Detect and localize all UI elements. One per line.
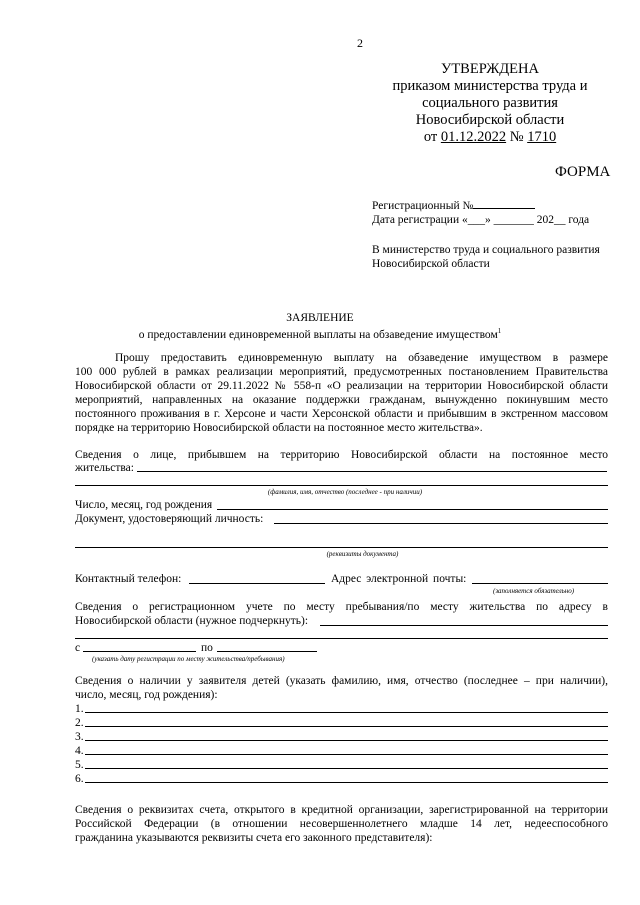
- birth-date-label: Число, месяц, год рождения: [75, 499, 213, 511]
- intro-paragraph: [75, 351, 608, 435]
- email-field[interactable]: [472, 583, 608, 584]
- child-field[interactable]: [85, 712, 608, 713]
- approval-line: социального развития: [422, 95, 558, 111]
- approval-line: приказом министерства труда и: [392, 78, 588, 94]
- addressee-line: В министерство труда и социального развития: [372, 244, 600, 256]
- order-number: 1710: [527, 129, 557, 145]
- fio-field[interactable]: [75, 485, 608, 486]
- person-heading-cont: жительства:: [75, 462, 134, 474]
- registration-to-label: по: [201, 642, 213, 654]
- intro-line: постоянного проживания в г. Херсоне и части Херсонской области и прибывшим в экстренном массовом: [75, 408, 608, 420]
- fio-hint: (фамилия, имя, отчество (последнее - при наличии): [267, 488, 423, 496]
- approval-line: Новосибирской области: [415, 112, 565, 128]
- approval-order: [360, 129, 620, 146]
- child-item: 1.: [75, 703, 84, 715]
- account-line: гражданина указываются реквизиты счета его законного представителя):: [75, 832, 433, 844]
- children-heading-cont: число, месяц, год рождения):: [75, 689, 218, 701]
- intro-line: мероприятий, направленных на оказание поддержки гражданам, вынужденно покинувшим место: [75, 394, 608, 406]
- birth-date-field[interactable]: [217, 509, 608, 510]
- registration-to-field[interactable]: [217, 651, 317, 652]
- identity-doc-label: Документ, удостоверяющий личность:: [75, 513, 264, 525]
- registration-address-field-2[interactable]: [75, 638, 608, 639]
- registration-from-field[interactable]: [83, 651, 196, 652]
- addressee-line: Новосибирской области: [372, 258, 490, 270]
- registration-info-heading-cont: Новосибирской области (нужное подчеркнуть):: [75, 615, 309, 627]
- child-item: 5.: [75, 759, 84, 771]
- identity-doc-field[interactable]: [274, 523, 608, 524]
- child-item: 6.: [75, 773, 84, 785]
- child-field[interactable]: [85, 740, 608, 741]
- order-no-sign: №: [506, 129, 528, 145]
- child-field[interactable]: [85, 726, 608, 727]
- registration-info-heading: Сведения о регистрационном учете по месту пребывания/по месту жительства по адресу в: [75, 601, 608, 613]
- child-item: 2.: [75, 717, 84, 729]
- child-field[interactable]: [85, 782, 608, 783]
- registration-date-hint: (указать дату регистрации по месту жительства/пребывания): [92, 655, 285, 663]
- registration-from-label: с: [75, 642, 81, 654]
- residence-field[interactable]: [137, 471, 607, 472]
- identity-doc-hint: (реквизиты документа): [326, 550, 399, 558]
- approval-title: УТВЕРЖДЕНА: [441, 61, 539, 77]
- email-label: Адрес электронной почты:: [331, 573, 467, 585]
- child-item: 3.: [75, 731, 84, 743]
- phone-field[interactable]: [189, 583, 325, 584]
- email-hint: (заполняется обязательно): [493, 587, 575, 595]
- identity-doc-field-2[interactable]: [75, 547, 608, 548]
- registration-address-field[interactable]: [320, 625, 608, 626]
- intro-line: Прошу предоставить единовременную выплату на обзаведение имуществом в размере: [115, 352, 608, 364]
- form-label: ФОРМА: [555, 164, 611, 180]
- footnote-mark: 1: [497, 327, 502, 335]
- children-heading: Сведения о наличии у заявителя детей (указать фамилию, имя, отчество (последнее – при наличии),: [75, 675, 608, 687]
- account-paragraph: [75, 803, 608, 845]
- order-date: 01.12.2022: [440, 129, 507, 145]
- person-heading: Сведения о лице, прибывшем на территорию Новосибирской области на постоянное место: [75, 449, 608, 461]
- page-number: 2: [357, 36, 363, 50]
- account-line: Сведения о реквизитах счета, открытого в кредитной организации, зарегистрированной на территории: [75, 804, 608, 816]
- document-subtitle: о предоставлении единовременной выплаты на обзаведение имуществом$^1$: [138, 327, 502, 341]
- intro-line: 100 000 рублей в рамках реализации мероприятий, предусмотренных постановлением Правительства: [75, 366, 608, 378]
- child-field[interactable]: [85, 768, 608, 769]
- registration-date: Дата регистрации «___» _______ 202__ года: [372, 214, 590, 226]
- child-field[interactable]: [85, 754, 608, 755]
- intro-line: Новосибирской области от 29.11.2022 № 558-п «О реализации на территории Новосибирской области: [75, 380, 608, 392]
- child-item: 4.: [75, 745, 84, 757]
- intro-line: порядке на территорию Новосибирской области на постоянное место жительства».: [75, 422, 483, 434]
- phone-label: Контактный телефон:: [75, 573, 182, 585]
- order-from: от: [423, 129, 441, 145]
- registration-number: Регистрационный №: [372, 198, 535, 213]
- document-title: ЗАЯВЛЕНИЕ: [286, 312, 354, 324]
- account-line: Российской Федерации (в отношении несовершеннолетнего младше 14 лет, недееспособного: [75, 818, 608, 830]
- approval-block: [360, 61, 620, 146]
